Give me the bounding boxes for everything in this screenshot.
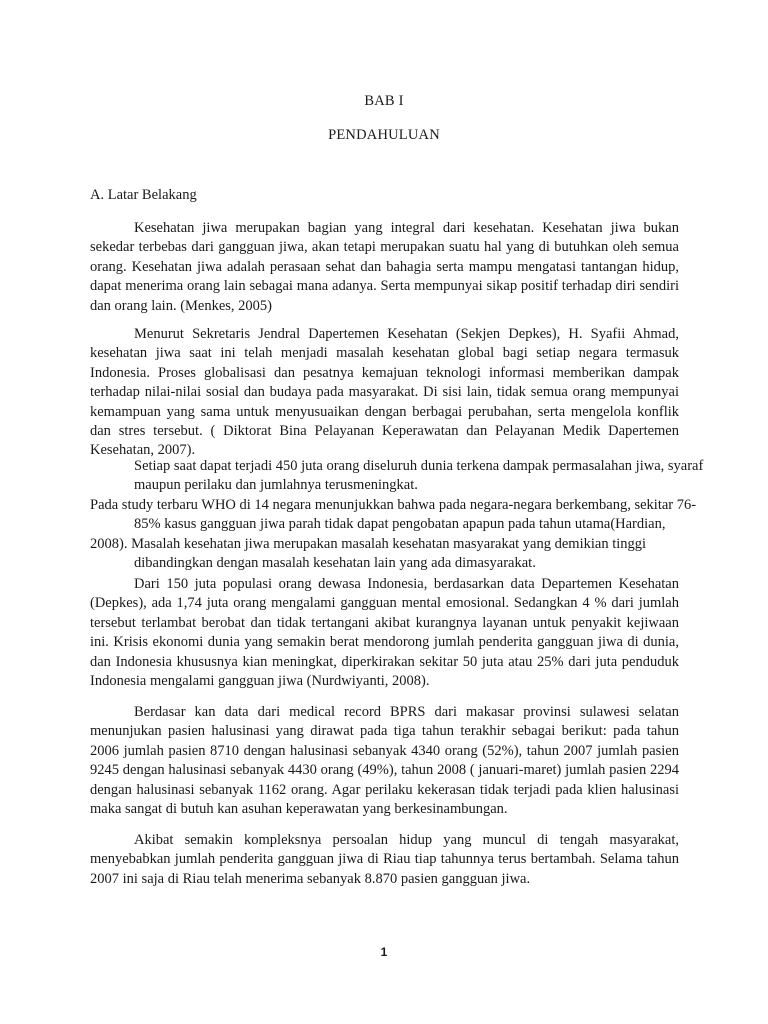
section-title: A. Latar Belakang <box>90 187 197 203</box>
page-number: 1 <box>380 945 388 959</box>
paragraph-1: Kesehatan jiwa merupakan bagian yang integral dari kesehatan. Kesehatan jiwa bukan sekedar terbebas dari gangguan jiwa, akan tetapi merupakan suatu hal yang di butuhkan oleh semua orang. Kesehatan jiwa adalah perasaan sehat dan bahagia serta mampu mengatasi tantangan hidup, dapat menerima orang lain sebagai mana adanya. Serta mempunyai sikap positif terhadap diri sendiri dan orang lain. (Menkes, 2005) <box>90 220 679 314</box>
paragraph-5: Berdasar kan data dari medical record BPRS dari makasar provinsi sulawesi selatan menunjukan pasien halusinasi yang dirawat pada tiga tahun terakhir sebagai berikut: pada tahun 2006 jumlah pasien 8710 dengan halusinasi sebanyak 4340 orang (52%), tahun 2007 jumlah pasien 9245 dengan halusinasi sebanyak 4430 orang (49%), tahun 2008 ( januari-maret) jumlah pasien 2294 dengan halusinasi sebanyak 1162 orang. Agar perilaku kekerasan tidak terjadi pada klien halusinasi maka sangat di butuh kan asuhan keperawatan yang berkesinambungan. <box>90 704 679 818</box>
paragraph-3-line-4: 85% kasus gangguan jiwa parah tidak dapat pengobatan apapun pada tahun utama(Hardian, <box>134 516 666 533</box>
paragraph-6: Akibat semakin kompleksnya persoalan hidup yang muncul di tengah masyarakat, menyebabkan jumlah penderita gangguan jiwa di Riau tiap tahunnya terus bertambah. Selama tahun 2007 ini saja di Riau telah menerima sebanyak 8.870 pasien gangguan jiwa. <box>90 832 679 887</box>
paragraph-3-line-6: dibandingkan dengan masalah kesehatan lain yang ada dimasyarakat. <box>134 555 536 572</box>
paragraph-3-line-1: Setiap saat dapat terjadi 450 juta orang diseluruh dunia terkena dampak permasalahan jiwa, syaraf <box>134 458 704 474</box>
paragraph-3-line-3: Pada study terbaru WHO di 14 negara menunjukkan bahwa pada negara-negara berkembang, sekitar 76- <box>90 496 697 513</box>
paragraph-2: Menurut Sekretaris Jendral Dapertemen Kesehatan (Sekjen Depkes), H. Syafii Ahmad, kesehatan jiwa saat ini telah menjadi masalah kesehatan global bagi setiap negara termasuk Indonesia. Proses globalisasi dan pesatnya kemajuan teknologi informasi memberikan dampak terhadap nilai-nilai sosial dan budaya pada masyarakat. Di sisi lain, tidak semua orang mempunyai kemampuan yang sama untuk menyusuaikan dengan berbagai perubahan, serta mengelola konflik dan stres tersebut. ( Diktorat Bina Pelayanan Keperawatan dan Pelayanan Medik Dapertemen Kesehatan, 2007). <box>90 326 679 459</box>
paragraph-3-line-2: maupun perilaku dan jumlahnya terusmeningkat. <box>134 477 418 494</box>
paragraph-4: Dari 150 juta populasi orang dewasa Indonesia, berdasarkan data Departemen Kesehatan (Depkes), ada 1,74 juta orang mengalami gangguan mental emosional. Sedangkan 4 % dari jumlah tersebut terlambat berobat dan tidak tertangani akibat kurangnya layanan untuk penyakit kejiwaan ini. Krisis ekonomi dunia yang semakin berat mendorong jumlah penderita gangguan jiwa di dunia, dan Indonesia khususnya kian meningkat, diperkirakan sekitar 50 juta atau 25% dari juta penduduk Indonesia mengalami gangguan jiwa (Nurdwiyanti, 2008). <box>90 576 679 690</box>
paragraph-3 <box>90 457 704 573</box>
chapter-number: BAB I <box>364 93 404 109</box>
chapter-title: PENDAHULUAN <box>328 127 440 143</box>
paragraph-3-line-5: 2008). Masalah kesehatan jiwa merupakan masalah kesehatan masyarakat yang demikian tinggi <box>90 535 647 552</box>
